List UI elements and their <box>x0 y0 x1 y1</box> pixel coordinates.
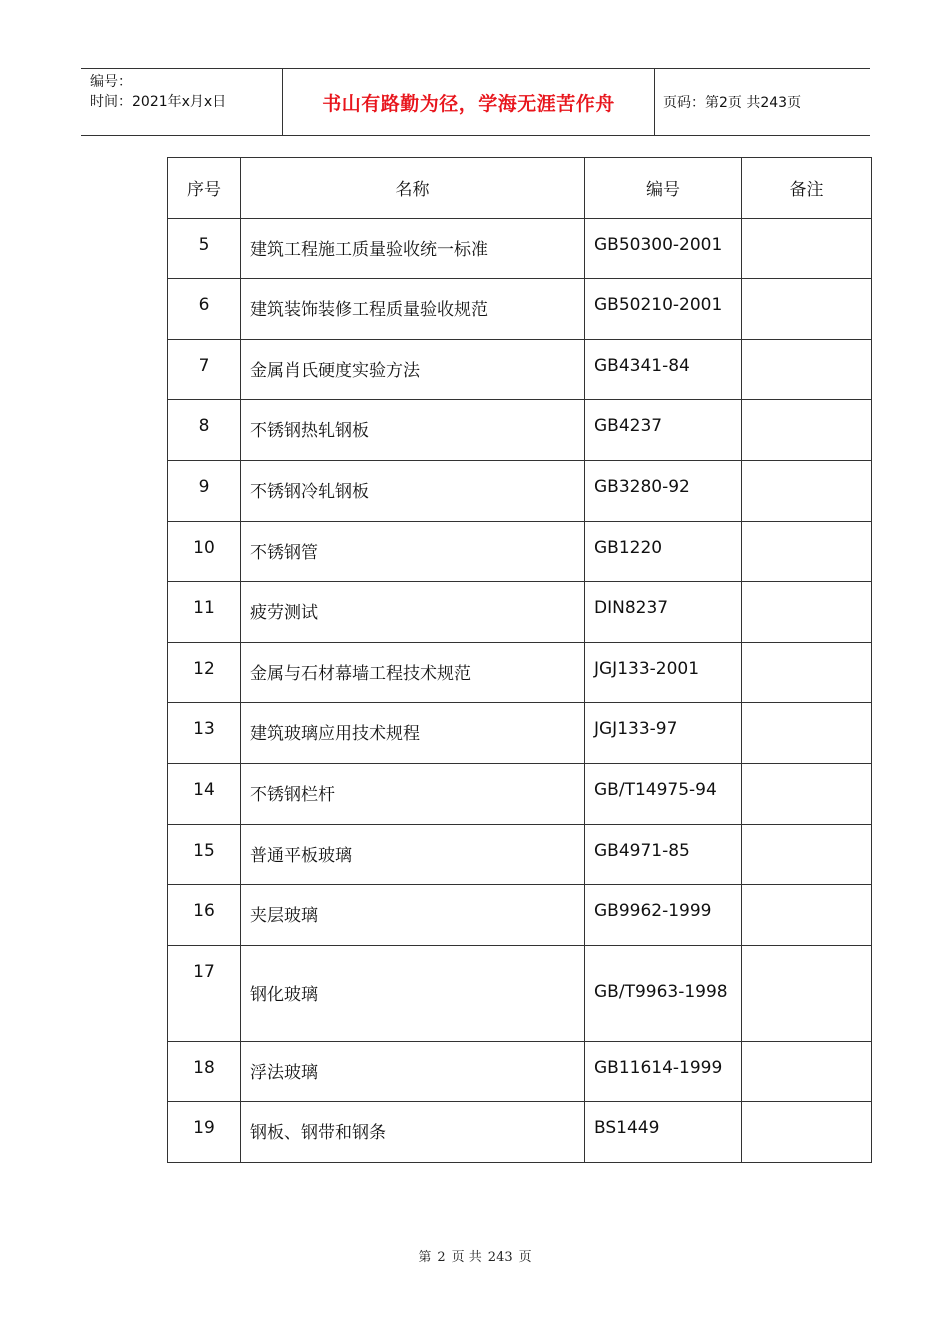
page-footer <box>0 1246 950 1265</box>
table-row <box>168 582 872 643</box>
table-row <box>168 945 872 1041</box>
cell-no: 8 <box>168 400 241 461</box>
cell-name: 疲劳测试 <box>241 582 585 643</box>
header-meta <box>81 69 283 135</box>
cell-note <box>742 1102 872 1163</box>
header-code-label: 编号： <box>90 74 132 90</box>
footer-page: 2 <box>437 1250 446 1265</box>
cell-code: GB11614-1999 <box>585 1041 742 1102</box>
cell-no: 14 <box>168 763 241 824</box>
cell-no: 12 <box>168 642 241 703</box>
table-row <box>168 400 872 461</box>
cell-no: 5 <box>168 218 241 279</box>
cell-note <box>742 400 872 461</box>
cell-name: 不锈钢栏杆 <box>241 763 585 824</box>
table-row <box>168 279 872 340</box>
cell-name: 建筑工程施工质量验收统一标准 <box>241 218 585 279</box>
cell-name: 浮法玻璃 <box>241 1041 585 1102</box>
cell-no: 6 <box>168 279 241 340</box>
cell-code: GB/T14975-94 <box>585 763 742 824</box>
footer-prefix: 第 <box>418 1250 432 1265</box>
cell-no: 9 <box>168 460 241 521</box>
cell-note <box>742 339 872 400</box>
cell-no: 19 <box>168 1102 241 1163</box>
footer-total: 243 <box>487 1250 513 1265</box>
cell-name: 不锈钢热轧钢板 <box>241 400 585 461</box>
footer-suffix: 页 <box>518 1250 532 1265</box>
column-header-name: 名称 <box>241 158 585 219</box>
cell-note <box>742 885 872 946</box>
cell-note <box>742 218 872 279</box>
cell-code: GB1220 <box>585 521 742 582</box>
standards-table <box>167 157 872 1163</box>
cell-no: 13 <box>168 703 241 764</box>
cell-note <box>742 279 872 340</box>
cell-code: JGJ133-2001 <box>585 642 742 703</box>
cell-no: 15 <box>168 824 241 885</box>
cell-no: 17 <box>168 945 241 1041</box>
cell-note <box>742 763 872 824</box>
table-row <box>168 703 872 764</box>
cell-code: GB4341-84 <box>585 339 742 400</box>
cell-no: 16 <box>168 885 241 946</box>
cell-name: 不锈钢冷轧钢板 <box>241 460 585 521</box>
header-motto-cell <box>283 69 655 135</box>
cell-code: GB/T9963-1998 <box>585 945 742 1041</box>
cell-note <box>742 582 872 643</box>
table-row <box>168 460 872 521</box>
cell-code: GB9962-1999 <box>585 885 742 946</box>
table-row <box>168 763 872 824</box>
cell-no: 11 <box>168 582 241 643</box>
cell-name: 建筑装饰装修工程质量验收规范 <box>241 279 585 340</box>
cell-code: GB4237 <box>585 400 742 461</box>
cell-name: 不锈钢管 <box>241 521 585 582</box>
cell-note <box>742 824 872 885</box>
column-header-code: 编号 <box>585 158 742 219</box>
cell-no: 18 <box>168 1041 241 1102</box>
cell-code: GB4971-85 <box>585 824 742 885</box>
cell-code: GB3280-92 <box>585 460 742 521</box>
cell-name: 金属肖氏硬度实验方法 <box>241 339 585 400</box>
cell-name: 钢板、钢带和钢条 <box>241 1102 585 1163</box>
table-row <box>168 218 872 279</box>
table-row <box>168 339 872 400</box>
cell-code: GB50210-2001 <box>585 279 742 340</box>
cell-note <box>742 945 872 1041</box>
cell-note <box>742 521 872 582</box>
column-header-note: 备注 <box>742 158 872 219</box>
cell-code: BS1449 <box>585 1102 742 1163</box>
column-header-no: 序号 <box>168 158 241 219</box>
table-row <box>168 521 872 582</box>
cell-no: 10 <box>168 521 241 582</box>
table-row <box>168 824 872 885</box>
table-row <box>168 1041 872 1102</box>
cell-name: 金属与石材幕墙工程技术规范 <box>241 642 585 703</box>
table-row <box>168 885 872 946</box>
header-time-label: 时间：2021年x月x日 <box>90 94 227 110</box>
header-page-info: 页码：第2页 共243页 <box>663 95 802 111</box>
cell-name: 夹层玻璃 <box>241 885 585 946</box>
footer-mid: 页 共 <box>451 1250 482 1265</box>
table-row <box>168 1102 872 1163</box>
cell-note <box>742 460 872 521</box>
cell-note <box>742 703 872 764</box>
cell-name: 建筑玻璃应用技术规程 <box>241 703 585 764</box>
header-motto: 书山有路勤为径，学海无涯苦作舟 <box>322 92 615 115</box>
cell-code: GB50300-2001 <box>585 218 742 279</box>
cell-note <box>742 642 872 703</box>
cell-name: 普通平板玻璃 <box>241 824 585 885</box>
cell-code: DIN8237 <box>585 582 742 643</box>
table-header-row <box>168 158 872 219</box>
table-row <box>168 642 872 703</box>
page-header <box>81 68 870 136</box>
cell-no: 7 <box>168 339 241 400</box>
cell-name: 钢化玻璃 <box>241 945 585 1041</box>
cell-note <box>742 1041 872 1102</box>
cell-code: JGJ133-97 <box>585 703 742 764</box>
